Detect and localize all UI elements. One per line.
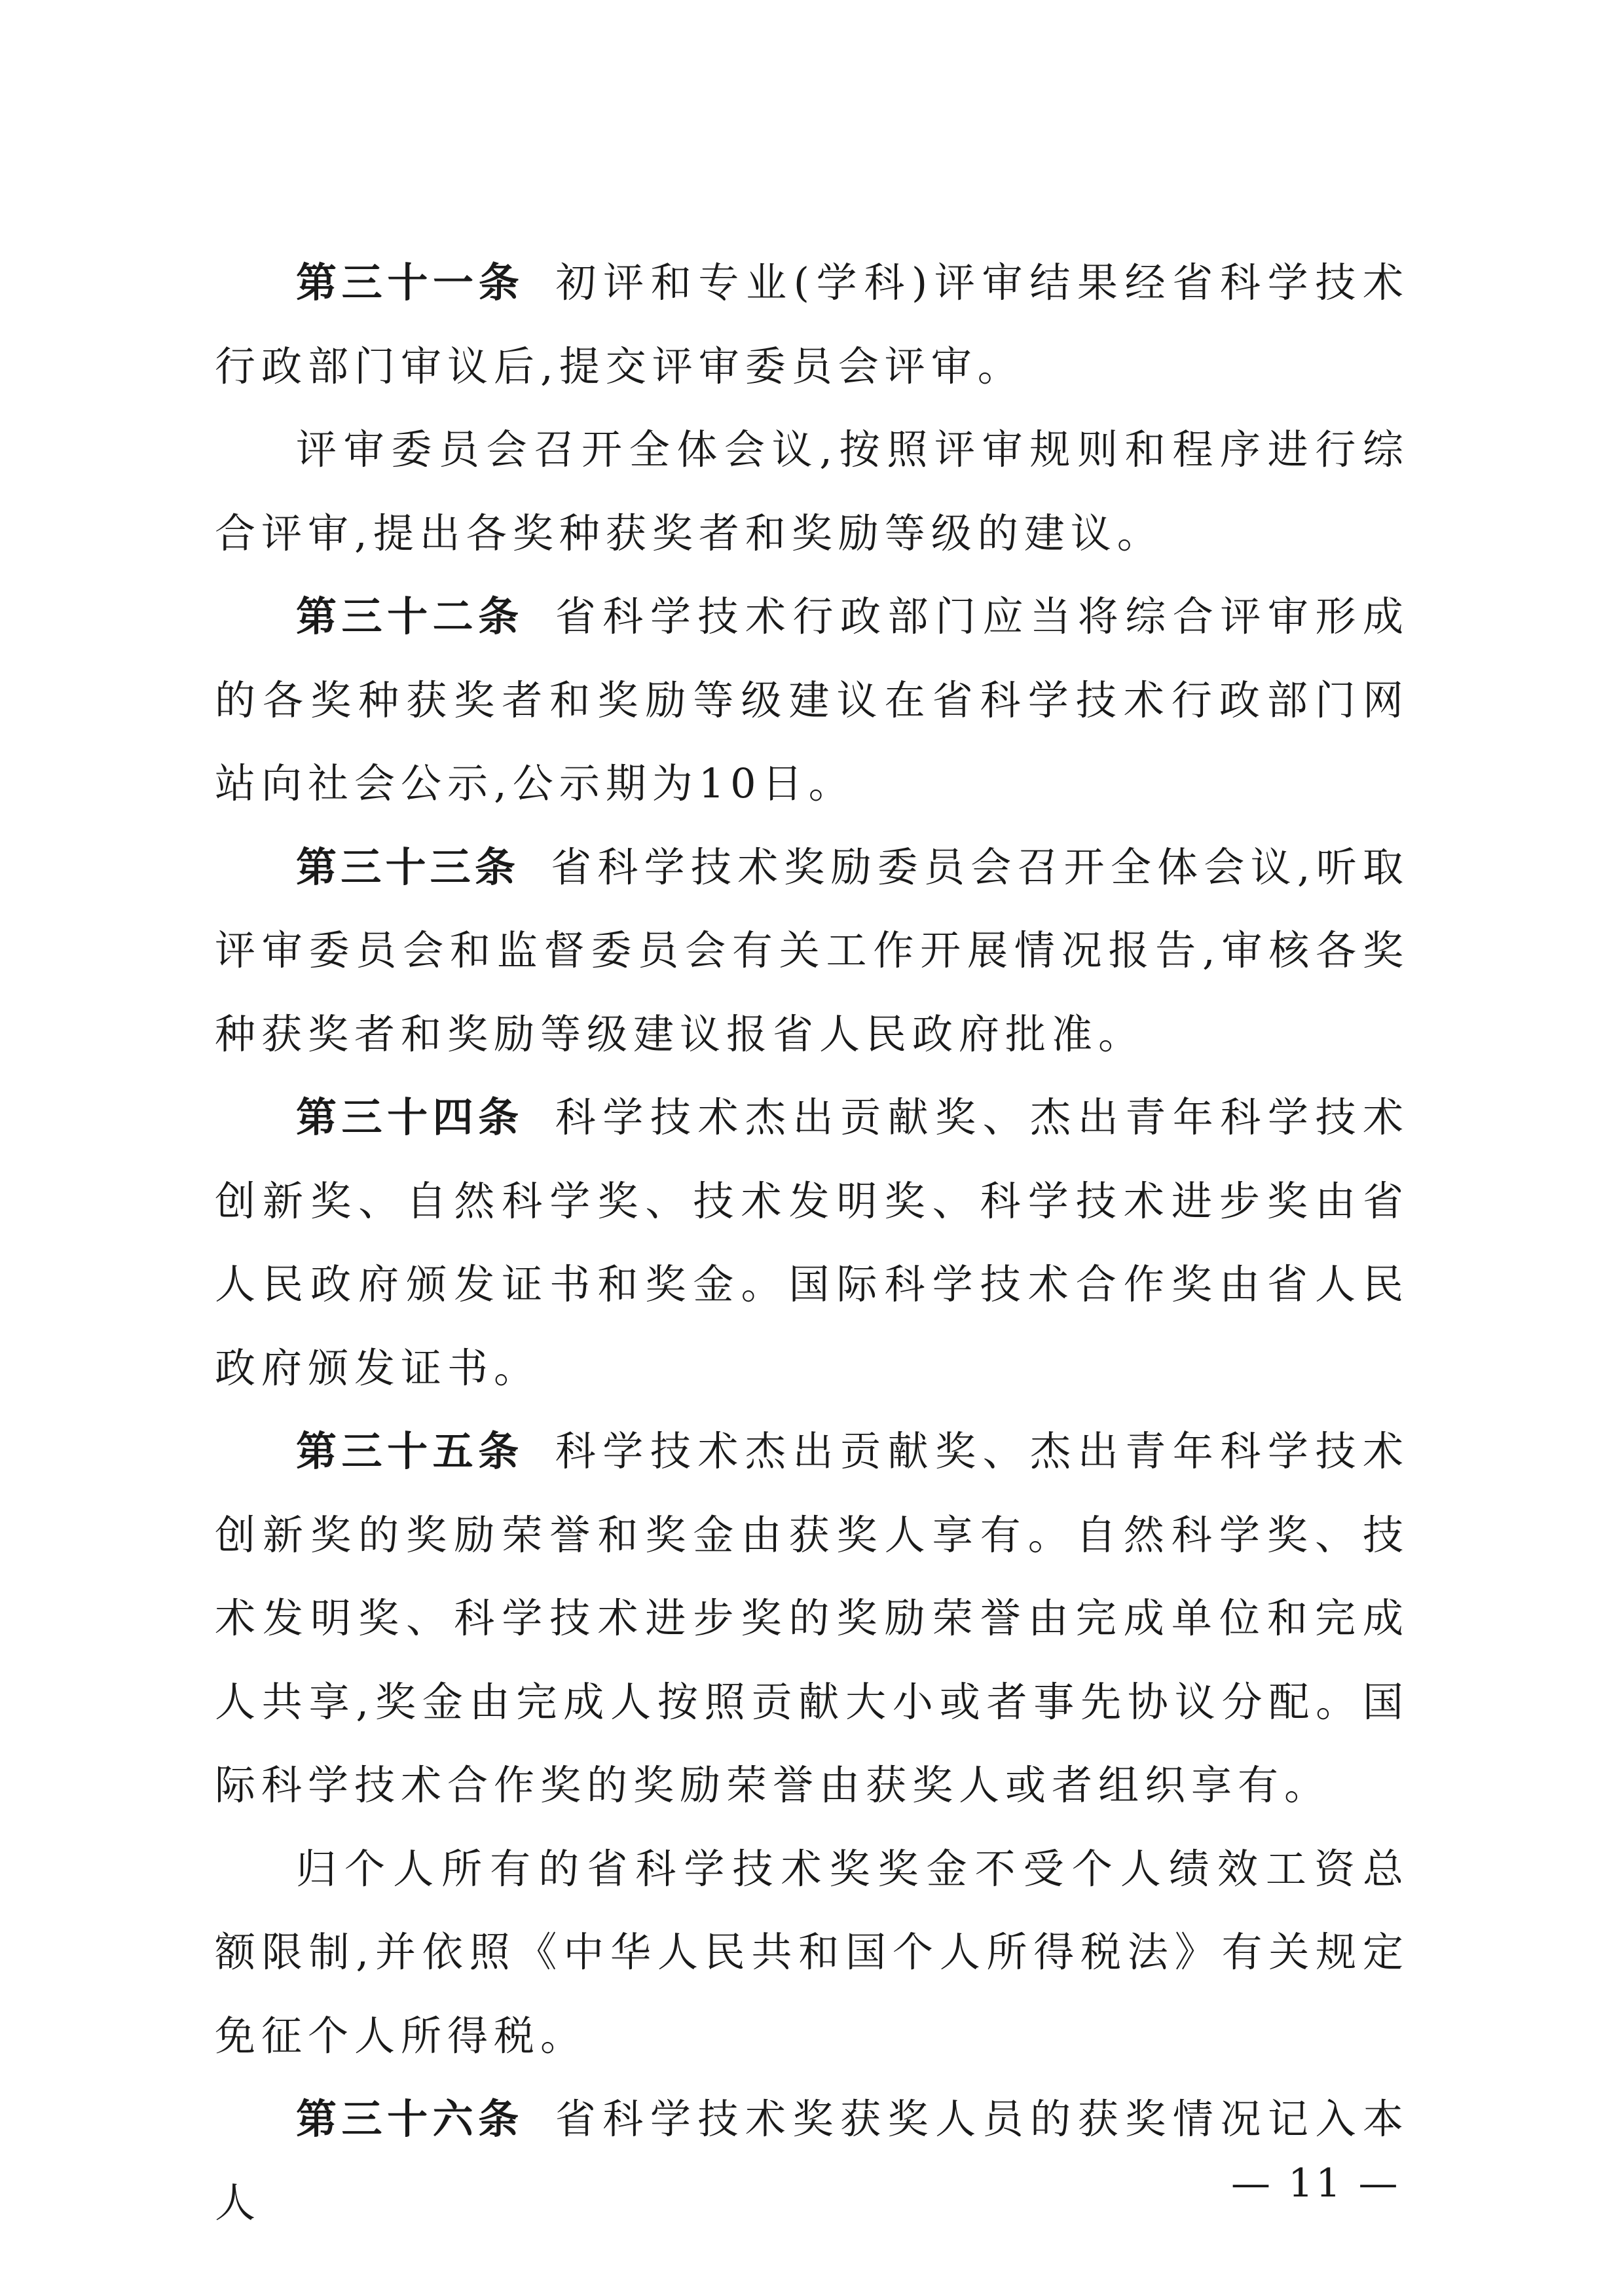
paragraph-article-31-continued <box>215 408 1409 575</box>
article-heading: 第三十五条 <box>296 1427 524 1475</box>
article-heading: 第三十四条 <box>296 1093 524 1141</box>
paragraph-text: 评审委员会召开全体会议,按照评审规则和程序进行综合评审,提出各奖种获奖者和奖励等级的建议。 <box>215 426 1409 557</box>
paragraph-article-31 <box>215 241 1409 408</box>
paragraph-article-33 <box>215 826 1409 1076</box>
article-heading: 第三十三条 <box>296 843 520 891</box>
paragraph-text: 省科学技术奖获奖人员的获奖情况记入本人 <box>215 2095 1409 2227</box>
paragraph-text: 科学技术杰出贡献奖、杰出青年科学技术创新奖、自然科学奖、技术发明奖、科学技术进步奖由省人民政府颁发证书和奖金。国际科学技术合作奖由省人民政府颁发证书。 <box>215 1093 1409 1392</box>
paragraph-article-35 <box>215 1410 1409 1827</box>
page-number: — 11 — <box>1231 2160 1401 2206</box>
paragraph-article-34 <box>215 1076 1409 1410</box>
article-heading: 第三十一条 <box>296 259 525 306</box>
paragraph-text: 省科学技术行政部门应当将综合评审形成的各奖种获奖者和奖励等级建议在省科学技术行政部门网站向社会公示,公示期为10日。 <box>215 592 1409 807</box>
article-heading: 第三十二条 <box>296 592 524 640</box>
article-heading: 第三十六条 <box>296 2095 524 2143</box>
paragraph-text: 归个人所有的省科学技术奖奖金不受个人绩效工资总额限制,并依照《中华人民共和国个人所得税法》有关规定免征个人所得税。 <box>215 1844 1409 2060</box>
paragraph-text: 初评和专业(学科)评审结果经省科学技术行政部门审议后,提交评审委员会评审。 <box>215 259 1409 390</box>
document-body <box>215 241 1409 2244</box>
paragraph-text: 省科学技术奖励委员会召开全体会议,听取评审委员会和监督委员会有关工作开展情况报告,审核各奖种获奖者和奖励等级建议报省人民政府批准。 <box>215 843 1409 1058</box>
paragraph-article-32 <box>215 575 1409 826</box>
paragraph-article-35-continued <box>215 1827 1409 2078</box>
paragraph-text: 科学技术杰出贡献奖、杰出青年科学技术创新奖的奖励荣誉和奖金由获奖人享有。自然科学奖、技术发明奖、科学技术进步奖的奖励荣誉由完成单位和完成人共享,奖金由完成人按照贡献大小或者事先协议分配。国际科学技术合作奖的奖励荣誉由获奖人或者组织享有。 <box>215 1427 1409 1809</box>
paragraph-article-36 <box>215 2077 1409 2244</box>
